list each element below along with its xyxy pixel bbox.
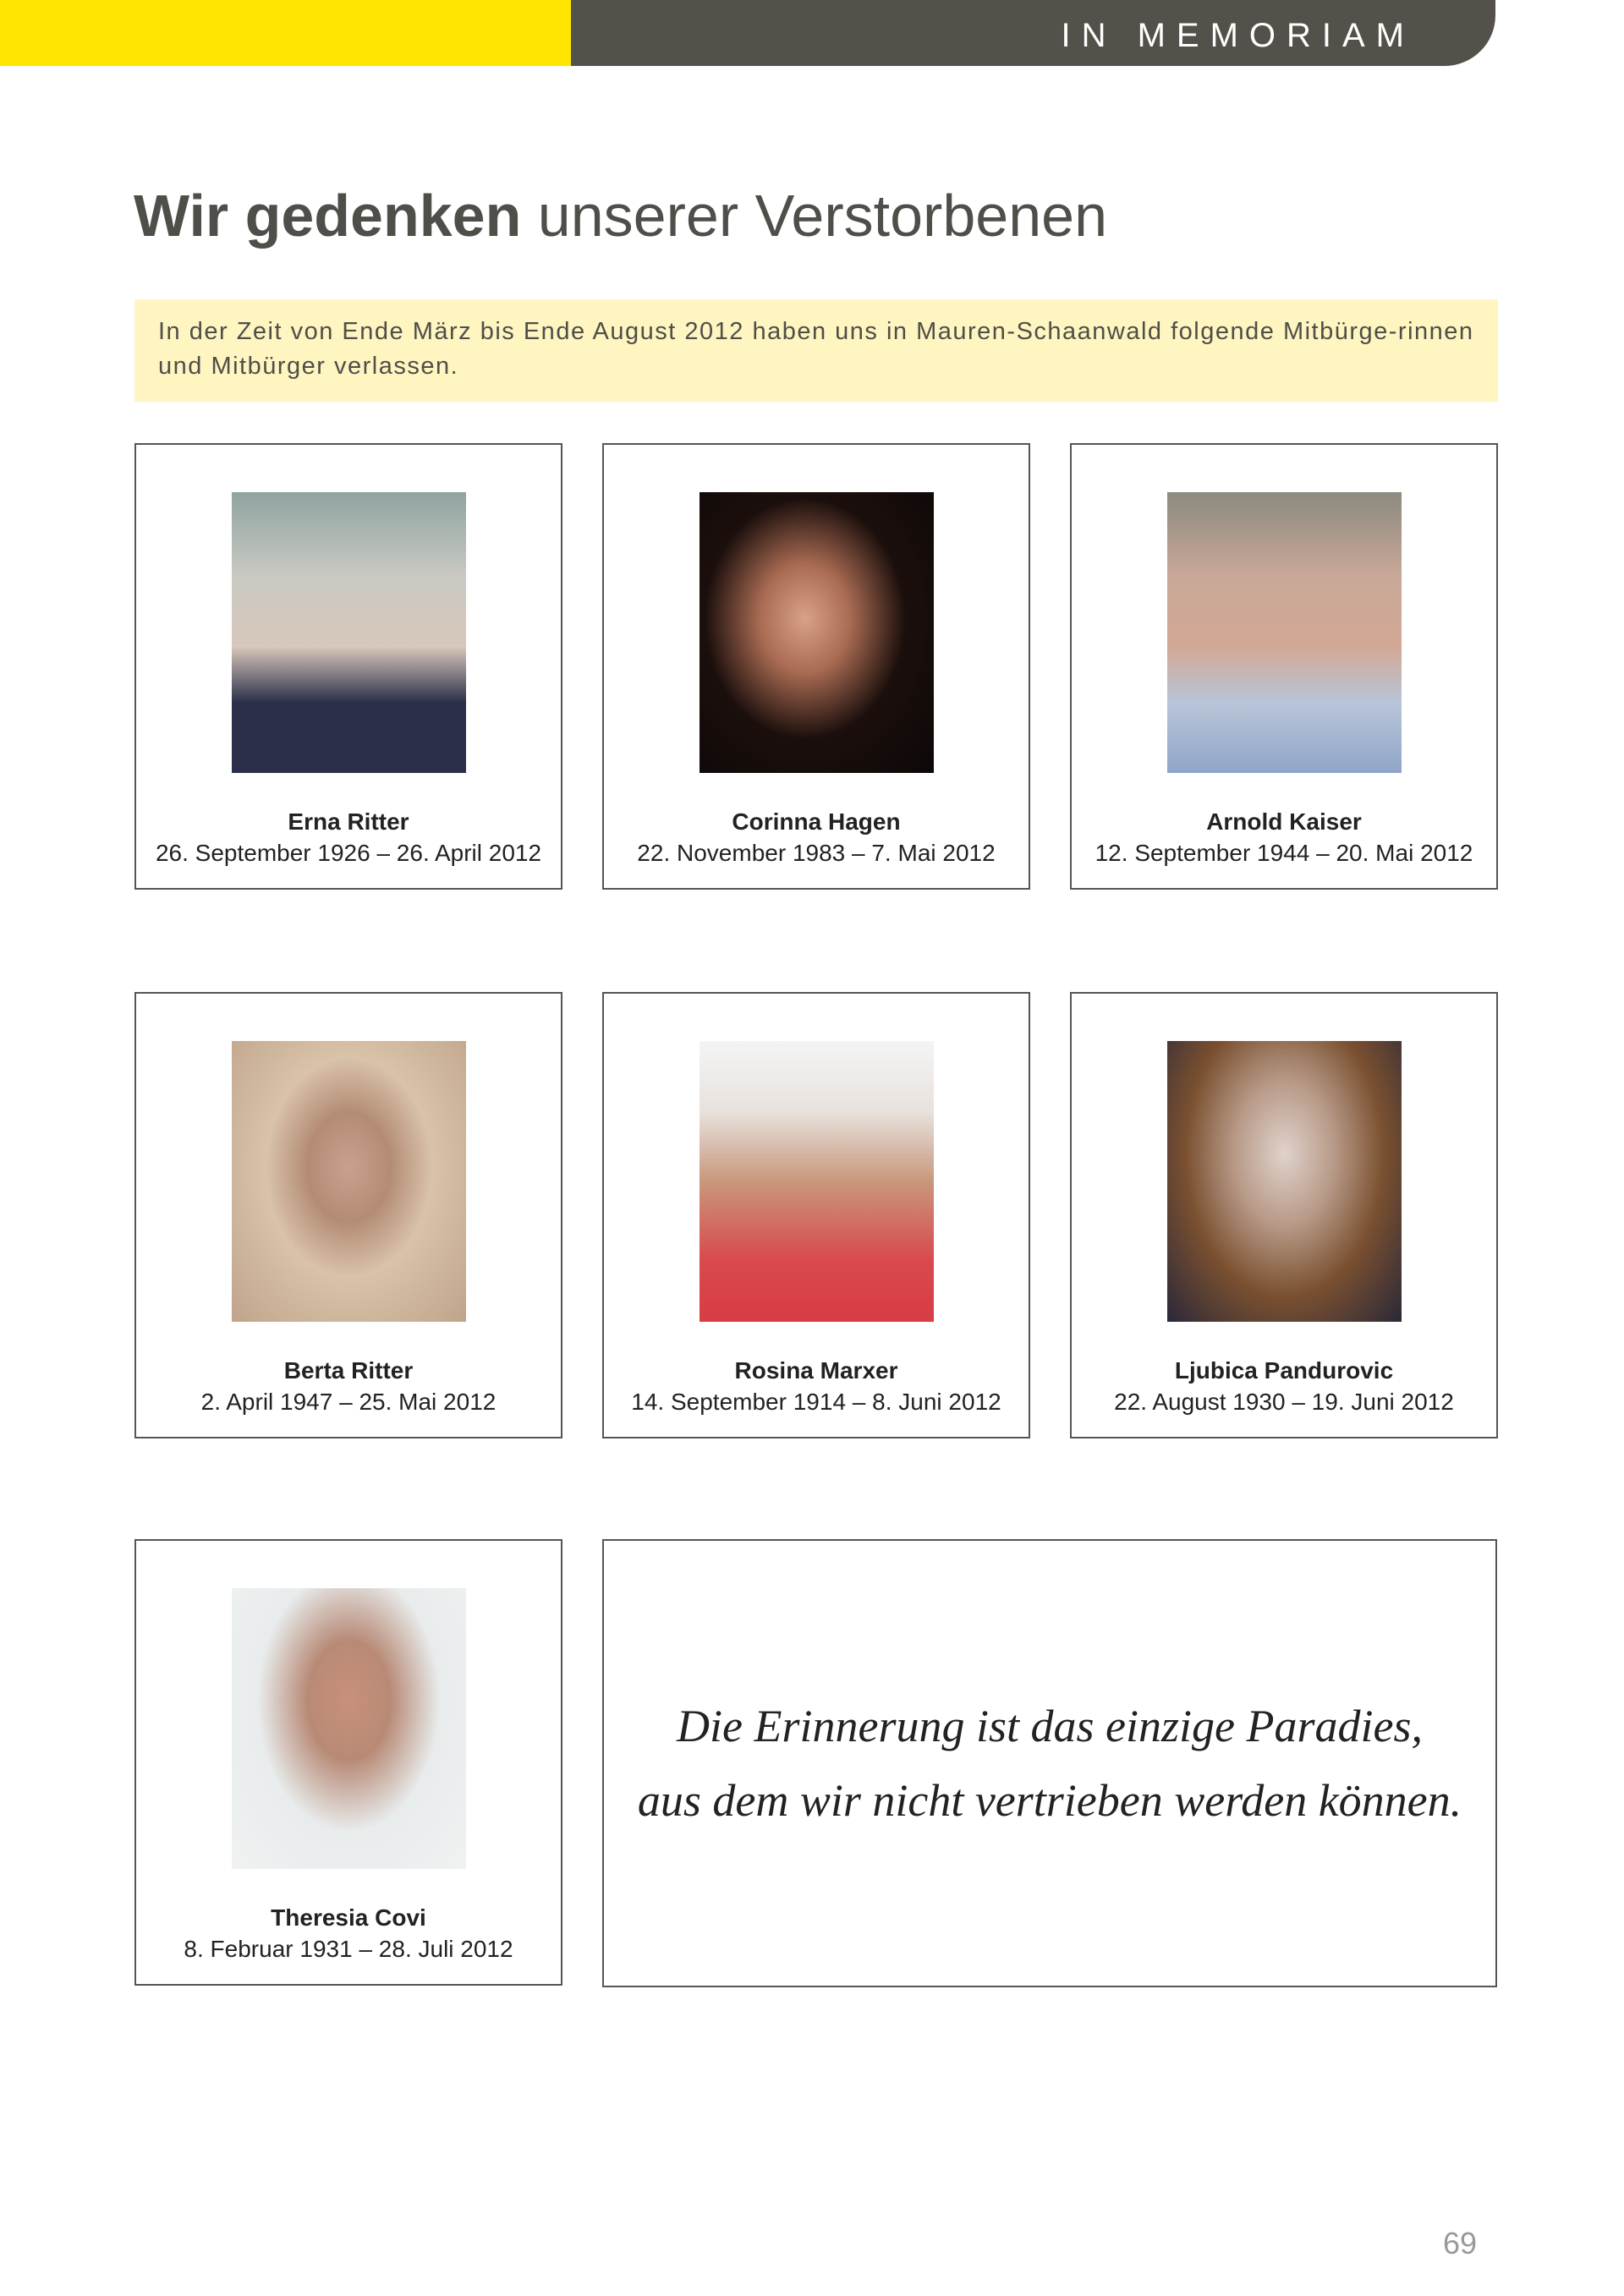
portrait-photo (1167, 1041, 1402, 1322)
intro-text: In der Zeit von Ende März bis Ende August 2012 haben uns in Mauren-Schaanwald folgende Mitbürge-rinnen und Mitbürger verlassen. (134, 299, 1498, 402)
page-title (134, 182, 1107, 249)
person-dates: 8. Februar 1931 – 28. Juli 2012 (184, 1936, 513, 1962)
page-number: 69 (1443, 2226, 1478, 2260)
person-dates: 2. April 1947 – 25. Mai 2012 (200, 1389, 497, 1415)
portrait-photo (1167, 492, 1402, 773)
memorial-card (602, 443, 1030, 890)
person-name: Arnold Kaiser (1206, 808, 1362, 835)
person-name: Rosina Marxer (734, 1357, 898, 1384)
quote-line-1: Die Erinnerung ist das einzige Paradies, (677, 1701, 1423, 1751)
memorial-quote (602, 1539, 1497, 1987)
title-bold: Wir gedenken (134, 183, 522, 249)
person-dates: 26. September 1926 – 26. April 2012 (155, 840, 542, 866)
person-name: Berta Ritter (283, 1357, 414, 1384)
person-dates: 22. November 1983 – 7. Mai 2012 (637, 840, 996, 866)
person-name: Corinna Hagen (732, 808, 901, 835)
person-dates: 22. August 1930 – 19. Juni 2012 (1114, 1389, 1454, 1415)
portrait-photo (232, 492, 466, 773)
portrait-photo (232, 1041, 466, 1322)
memorial-card (134, 1539, 562, 1986)
memorial-card (1070, 992, 1498, 1438)
person-dates: 12. September 1944 – 20. Mai 2012 (1095, 840, 1473, 866)
header-yellow-bar (0, 0, 571, 66)
person-name: Erna Ritter (288, 808, 409, 835)
person-name: Theresia Covi (271, 1904, 426, 1931)
portrait-photo (232, 1588, 466, 1869)
memorial-card (134, 992, 562, 1438)
portrait-photo (700, 1041, 934, 1322)
quote-line-2: aus dem wir nicht vertrieben werden können. (637, 1775, 1462, 1826)
header-dark-bar (571, 0, 1495, 66)
memorial-card (134, 443, 562, 890)
person-name: Ljubica Pandurovic (1174, 1357, 1394, 1384)
section-label: IN MEMORIAM (1061, 17, 1415, 54)
memorial-card (1070, 443, 1498, 890)
person-dates: 14. September 1914 – 8. Juni 2012 (631, 1389, 1001, 1415)
title-regular: unserer Verstorbenen (521, 183, 1108, 249)
portrait-photo (700, 492, 934, 773)
memorial-card (602, 992, 1030, 1438)
